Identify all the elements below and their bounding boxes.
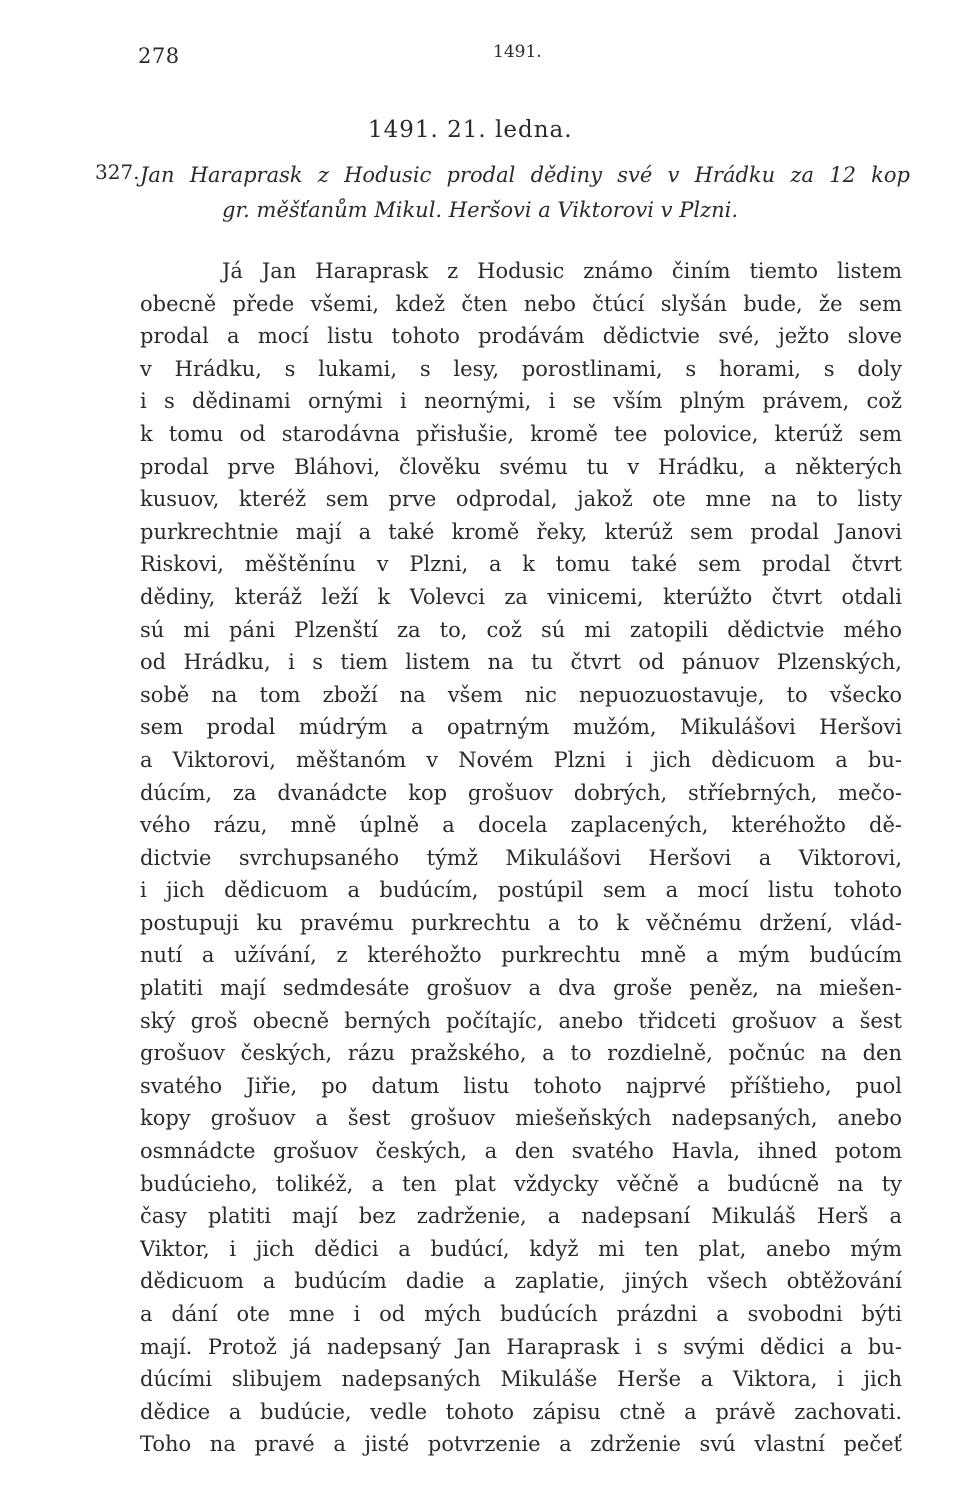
body-line: sobě na tom zboží na všem nic nepuozuostavuje, to všecko xyxy=(140,682,902,707)
regest-line: Jan Haraprask z Hodusic prodal dědiny své v Hrádku za 12 kop xyxy=(140,163,910,187)
body-line: od Hrádku, i s tiem listem na tu čtvrt od pánuov Plzenských, xyxy=(140,650,902,675)
body-line: svatého Jiřie, po datum listu tohoto najprvé příštieho, puol xyxy=(140,1073,902,1098)
body-line: purkrechtnie mají a také kromě řeky, kterúž sem prodal Janovi xyxy=(140,519,902,544)
entry-date-heading: 1491. 21. ledna. xyxy=(368,117,573,143)
regest-line: gr. měšťanům Mikul. Heršovi a Viktorovi v Plzni. xyxy=(222,198,739,222)
body-line: obecně přede všemi, kdež čten nebo čtúcí slyšán bude, že sem xyxy=(140,291,902,316)
body-line: ský groš obecně berných počítajíc, anebo třidceti grošuov a šest xyxy=(140,1008,902,1033)
body-line: Toho na pravé a jisté potvrzenie a zdrženie svú vlastní pečeť xyxy=(140,1432,902,1457)
body-line: prodal prve Bláhovi, člověku svému tu v Hrádku, a některých xyxy=(140,454,902,479)
body-line: Riskovi, měštěnínu v Plzni, a k tomu také sem prodal čtvrt xyxy=(140,552,902,577)
body-line: i jich dědicuom a budúcím, postúpil sem a mocí listu tohoto xyxy=(140,878,902,903)
body-line: osmnádcte grošuov českých, a den svatého Havla, ihned potom xyxy=(140,1139,902,1164)
body-line: v Hrádku, s lukami, s lesy, porostlinami, s horami, s doly xyxy=(140,356,902,381)
page-number: 278 xyxy=(138,44,180,68)
body-line: dědiny, kteráž leží k Volevci za vinicemi, kterúžto čtvrt otdali xyxy=(140,584,902,609)
body-line: Viktor, i jich dědici a budúcí, když mi ten plat, anebo mým xyxy=(140,1236,902,1261)
body-line: dědicuom a budúcím dadie a zaplatie, jiných všech obtěžování xyxy=(140,1269,902,1294)
body-line: dictvie svrchupsaného týmž Mikulášovi Heršovi a Viktorovi, xyxy=(140,845,902,870)
body-line: sú mi páni Plzenští za to, což sú mi zatopili dědictvie mého xyxy=(140,617,902,642)
body-line: vého rázu, mně úplně a docela zaplacených, kteréhožto dě- xyxy=(140,813,902,838)
body-line: budúcieho, tolikéž, a ten plat vždycky věčně a budúcně na ty xyxy=(140,1171,902,1196)
body-line: postupuji ku pravému purkrechtu a to k věčnému držení, vlád- xyxy=(140,910,902,935)
body-line: a dání ote mne i od mých budúcích prázdni a svobodni býti xyxy=(140,1302,902,1326)
body-line: k tomu od starodávna přisłušie, kromě tee polovice, kterúž sem xyxy=(140,421,902,446)
body-line: dúcími slibujem nadepsaných Mikuláše Herše a Viktora, i jich xyxy=(140,1367,902,1392)
document-body xyxy=(140,255,902,1461)
body-line: dúcím, za dvanádcte kop grošuov dobrých, stříebrných, mečo- xyxy=(140,780,902,805)
body-line: sem prodal múdrým a opatrným mužóm, Mikulášovi Heršovi xyxy=(140,715,902,740)
body-line: kusuov, kteréž sem prve odprodal, jakož ote mne na to listy xyxy=(140,487,902,512)
body-line: grošuov českých, rázu pražského, a to rozdielně, počnúc na den xyxy=(140,1041,902,1066)
body-line: dědice a budúcie, vedle tohoto zápisu ctně a právě zachovati. xyxy=(140,1399,902,1424)
body-line: časy platiti mají bez zadrženie, a nadepsaní Mikuláš Herš a xyxy=(140,1204,902,1229)
body-line: a Viktorovi, měštanóm v Novém Plzni i jich dèdicuom a bu- xyxy=(140,747,902,772)
entry-regest xyxy=(140,158,910,228)
body-line: i s dědinami ornými i neornými, i se vším plným právem, což xyxy=(140,389,902,414)
entry-number: 327. xyxy=(95,160,140,184)
body-line: prodal a mocí listu tohoto prodávám dědictvie své, ježto slove xyxy=(140,324,902,349)
body-line: platiti mají sedmdesáte grošuov a dva groše peněz, na miešen- xyxy=(140,976,902,1001)
body-line: kopy grošuov a šest grošuov miešeňských nadepsaných, anebo xyxy=(140,1106,902,1131)
body-line: Já Jan Haraprask z Hodusic známo činím tiemto listem xyxy=(222,259,902,283)
body-line: mají. Protož já nadepsaný Jan Haraprask i s svými dědici a bu- xyxy=(140,1334,902,1359)
body-line: nutí a užívání, z kteréhožto purkrechtu mně a mým budúcím xyxy=(140,943,902,968)
running-head: 1491. xyxy=(493,42,542,62)
